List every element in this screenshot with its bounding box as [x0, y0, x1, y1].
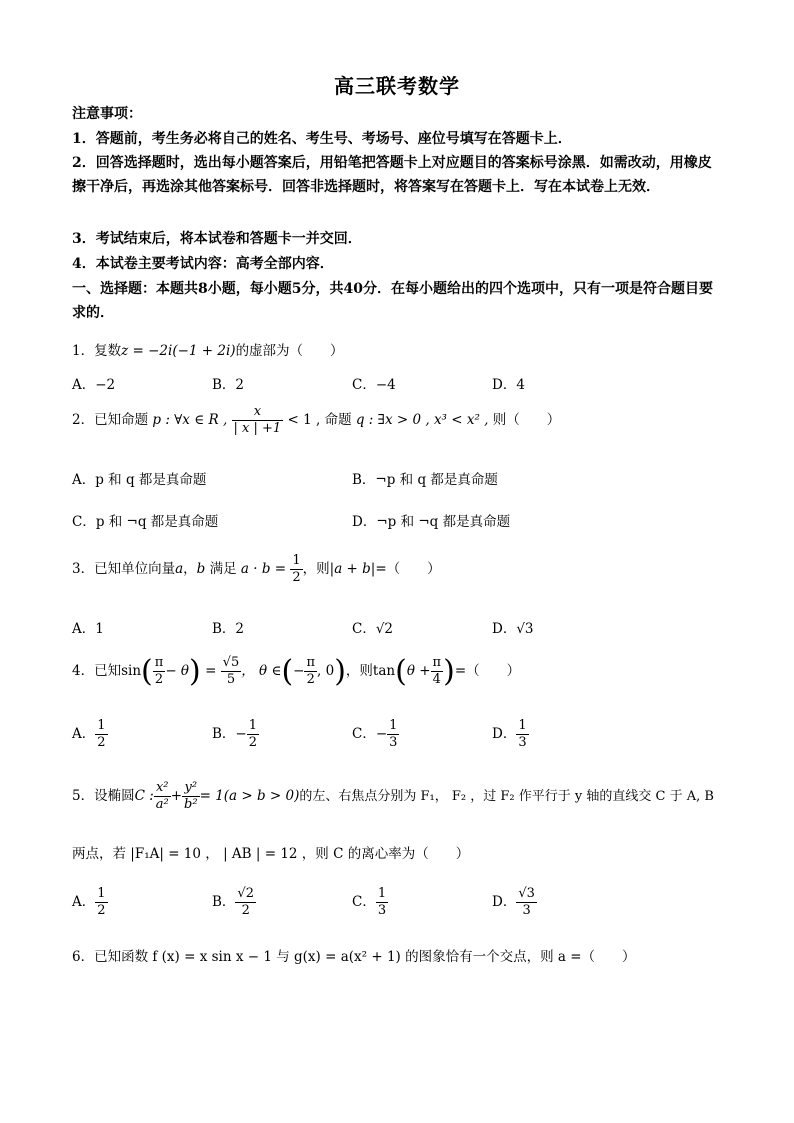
- q4-option-b: B．− $\frac{1}{2}$: [212, 718, 258, 750]
- q1-option-a: A．−2: [72, 377, 116, 393]
- q5-b2: b²: [184, 797, 198, 812]
- q5-prefix: 5．设椭圆: [72, 788, 135, 804]
- q5-y-fraction: [182, 780, 200, 813]
- q1-option-d: D．4: [492, 377, 525, 393]
- q3-suffix: =（ ）: [375, 561, 441, 577]
- q3-fraction: [290, 553, 302, 586]
- q5-option-d: D． $\frac{√3}{3}$: [492, 886, 535, 918]
- q4-option-c: C．− $\frac{1}{3}$: [352, 718, 398, 750]
- q5-plus: +: [170, 788, 183, 804]
- q5-a2: a²: [155, 797, 169, 812]
- question-3: [72, 553, 441, 586]
- q2-option-c: C．p 和 ¬q 都是真命题: [72, 514, 219, 530]
- q3-frac-den: 2: [292, 570, 301, 585]
- q1-option-b: B．2: [212, 377, 245, 393]
- q5-x-fraction: [154, 780, 171, 813]
- q2-option-d: D．¬p 和 ¬q 都是真命题: [352, 514, 511, 530]
- q4-lparen2-icon: (: [281, 654, 294, 689]
- q2-frac-num: x: [232, 404, 284, 421]
- q4-suffix: =（ ）: [454, 663, 521, 679]
- q3-dot: a · b =: [240, 561, 287, 577]
- q1-suffix: 的虚部为（ ）: [235, 343, 344, 359]
- q4-rparen2-icon: ): [334, 654, 346, 689]
- q5-y2: y²: [182, 780, 200, 797]
- question-2: [72, 404, 560, 437]
- q4-neg: −: [293, 663, 305, 679]
- q3-option-d: D．√3: [492, 621, 534, 637]
- q3-then: ，则: [302, 561, 330, 577]
- notice-item-1: 1．答题前，考生务必将自己的姓名、考生号、考场号、座位号填写在答题卡上．: [72, 131, 572, 147]
- notice-heading: 注意事项：: [72, 106, 142, 122]
- q4-tp: θ +: [406, 663, 431, 679]
- q5-x2: x²: [154, 780, 171, 797]
- q4-pi2: π: [306, 655, 316, 670]
- notice-item-3: 3．考试结束后，将本试卷和答题卡一并交回．: [72, 231, 362, 247]
- q5-eq: = 1(a > b > 0): [199, 788, 300, 804]
- q3-vec-a: a: [175, 561, 184, 577]
- q4-rparen3-icon: ): [443, 654, 455, 689]
- q2-prefix: 2．已知命题: [72, 412, 149, 428]
- q2-p: p : ∀x ∈ R ,: [152, 412, 228, 428]
- q4-prefix: 4．已知: [72, 663, 122, 679]
- q4-then: ，则: [345, 663, 373, 679]
- q4-rparen-icon: ): [189, 654, 201, 689]
- q2-lt: < 1 , 命题: [287, 412, 352, 428]
- question-5: [72, 780, 714, 813]
- notice-item-2: 2．回答选择题时，选出每小题答案后，用铅笔把答题卡上对应题目的答案标号涂黑．如需改动，用橡皮擦干净后，再选涂其他答案标号．回答非选择题时，将答案写在答题卡上．写在本试卷上无效．: [72, 155, 712, 195]
- q5-c: C :: [134, 788, 154, 804]
- notice-item-4: 4．本试卷主要考试内容：高考全部内容．: [72, 256, 334, 272]
- q3-cond: 满足: [209, 561, 237, 577]
- q1-prefix: 1．复数: [72, 343, 122, 359]
- q4-zero: , 0: [317, 663, 335, 679]
- q4-pi: π: [154, 655, 164, 670]
- q2-option-b: B．¬p 和 q 都是真命题: [352, 472, 498, 488]
- page-title: 高三联考数学: [334, 74, 460, 98]
- q4-dom: ， θ ∈: [241, 663, 282, 679]
- q5-line2: 两点，若 |F₁A| = 10 ， | AB | = 12 ，则 C 的离心率为（ ）: [72, 846, 470, 862]
- question-4: [72, 654, 520, 689]
- q4-pi4-fraction: [431, 655, 444, 688]
- q3-sep: ，: [183, 561, 197, 577]
- q4-lparen-icon: (: [141, 654, 153, 689]
- q4-theta: − θ: [165, 663, 190, 679]
- q4-four: 4: [432, 672, 441, 687]
- q1-option-c: C．−4: [352, 377, 396, 393]
- q4-eq: =: [205, 663, 217, 679]
- q4-pi3: π: [432, 655, 442, 670]
- q4-option-d: D． $\frac{1}{3}$: [492, 718, 527, 750]
- q4-two2: 2: [306, 672, 315, 687]
- q4-pi-fraction: [153, 655, 166, 688]
- q2-q: q : ∃x > 0 , x³ < x² ,: [355, 412, 489, 428]
- q2-frac-den: | x | +1: [233, 421, 282, 436]
- question-6: 6．已知函数 f (x) = x sin x − 1 与 g(x) = a(x² + 1) 的图象恰有一个交点，则 a =（ ）: [72, 949, 636, 965]
- q2-fraction: [232, 404, 284, 437]
- q3-option-c: C．√2: [352, 621, 394, 637]
- q5-option-c: C． $\frac{1}{3}$: [352, 886, 387, 918]
- q4-root-fraction: [221, 655, 242, 688]
- q4-lparen3-icon: (: [395, 654, 407, 689]
- question-1: [72, 339, 344, 359]
- q2-option-a: A．p 和 q 都是真命题: [72, 472, 207, 488]
- section-heading: 一、选择题：本题共8小题，每小题5分，共40分．在每小题给出的四个选项中，只有一项是符合题目要求的．: [72, 281, 713, 321]
- q5-option-a: A． $\frac{1}{2}$: [72, 886, 106, 918]
- q4-r5: √5: [222, 655, 240, 670]
- q4-option-a: A． $\frac{1}{2}$: [72, 718, 106, 750]
- q3-frac-num: 1: [292, 553, 301, 568]
- q3-prefix: 3．已知单位向量: [72, 561, 176, 577]
- q3-option-a: A．1: [72, 621, 104, 637]
- q4-pi2-fraction: [304, 655, 317, 688]
- q5-mid: 的左、右焦点分别为 F₁， F₂ ，过 F₂ 作平行于 y 轴的直线交 C 于 A, B: [299, 789, 714, 804]
- q3-vec-b: b: [196, 561, 206, 577]
- q2-suffix: 则（ ）: [492, 412, 561, 428]
- q3-abs: |a + b|: [329, 561, 376, 577]
- q4-two: 2: [154, 672, 164, 687]
- q4-five: 5: [226, 672, 236, 687]
- q1-expr: z = −2i(−1 + 2i): [121, 343, 236, 359]
- q4-sin: sin: [121, 663, 142, 679]
- q5-option-b: B． $\frac{√2}{2}$: [212, 886, 254, 918]
- q4-tan: tan: [372, 663, 396, 679]
- q3-option-b: B．2: [212, 621, 245, 637]
